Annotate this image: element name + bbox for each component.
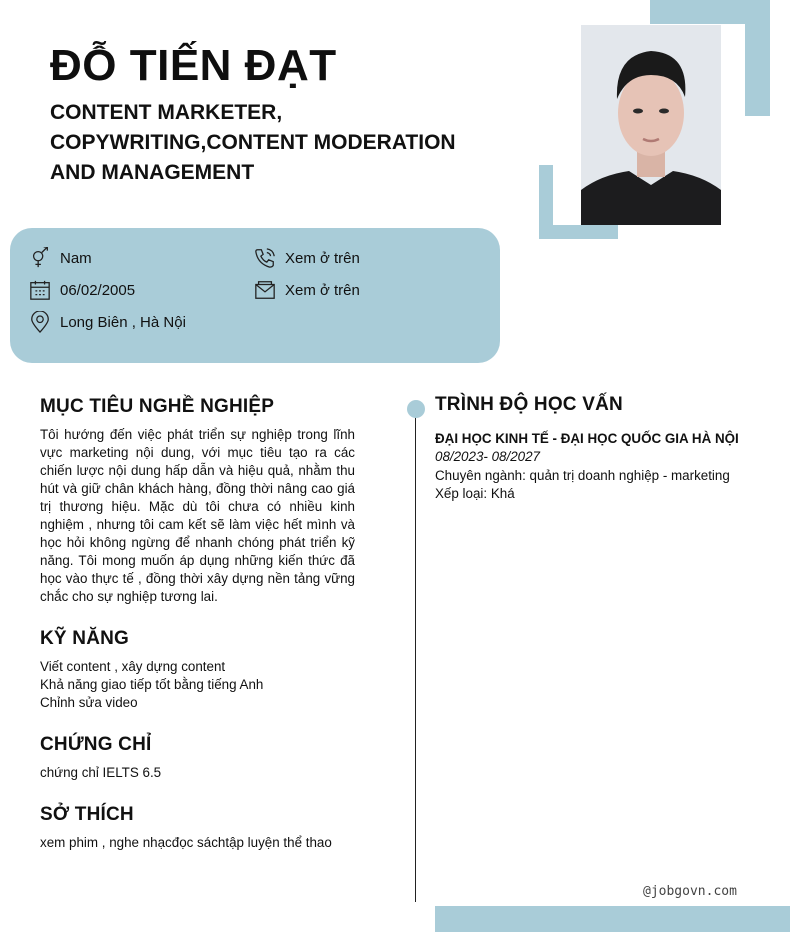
gender-value: Nam [60, 249, 92, 267]
certificate-item: chứng chỉ IELTS 6.5 [40, 765, 162, 780]
skill-item: Viết content , xây dựng content [40, 659, 226, 674]
timeline-line [415, 410, 416, 902]
photo-frame-right [745, 0, 770, 116]
skills-title: KỸ NĂNG [40, 628, 130, 649]
skill-item: Khả năng giao tiếp tốt bằng tiếng Anh [40, 677, 264, 692]
phone-icon [254, 247, 276, 269]
contact-email [254, 279, 360, 301]
location-pin-icon [29, 311, 51, 333]
skills-list [40, 658, 380, 712]
contact-gender [29, 247, 92, 269]
job-title: CONTENT MARKETER, COPYWRITING,CONTENT MODERATION AND MANAGEMENT [50, 101, 456, 184]
candidate-name: ĐỖ TIẾN ĐẠT [50, 41, 337, 90]
timeline-dot [407, 400, 425, 418]
hobbies-title: SỞ THÍCH [40, 804, 134, 825]
phone-value: Xem ở trên [285, 249, 360, 267]
education-major: Chuyên ngành: quản trị doanh nghiệp - marketing [435, 468, 730, 483]
skill-item: Chỉnh sửa video [40, 695, 138, 710]
contact-phone [254, 247, 360, 269]
objective-text: Tôi hướng đến việc phát triển sự nghiệp trong lĩnh vực marketing nội dung, với mục tiêu tạo ra các chiến lược nội dung hấp dẫn và hiệu quả, nhằm thu hút và giữ chân khách hàng, đồng thời nâng cao giá trị thương hiệu. Mặc dù tôi chưa có nhiều kinh nghiệm , nhưng tôi cam kết sẽ làm việc hết mình và học hỏi không ngừng để nhanh chóng phát triển kỹ năng. Tôi mong muốn áp dụng những kiến thức đã học vào thực tế , đồng thời xây dựng nền tảng vững chắc cho sự nghiệp tương lai. [40, 427, 355, 604]
education-period: 08/2023- 08/2027 [435, 449, 540, 464]
mail-icon [254, 279, 276, 301]
certificates-title: CHỨNG CHỈ [40, 734, 152, 755]
footer-bar [435, 906, 790, 932]
hobbies-text: xem phim , nghe nhạcđọc sáchtập luyện thể thao [40, 835, 332, 850]
gender-icon [29, 247, 51, 269]
profile-photo [581, 25, 721, 225]
education-grade: Xếp loại: Khá [435, 486, 515, 501]
contact-info-box [10, 228, 500, 363]
education-school: ĐẠI HỌC KINH TẾ - ĐẠI HỌC QUỐC GIA HÀ NỘI [435, 431, 739, 446]
birthday-value: 06/02/2005 [60, 281, 136, 299]
email-value: Xem ở trên [285, 281, 360, 299]
calendar-icon [29, 279, 51, 301]
contact-address [29, 311, 186, 333]
objective-title: MỤC TIÊU NGHỀ NGHIỆP [40, 396, 275, 417]
watermark: @jobgovn.com [643, 884, 737, 899]
contact-birthday [29, 279, 135, 301]
address-value: Long Biên , Hà Nội [60, 313, 186, 331]
photo-frame-bottom [539, 225, 618, 239]
education-title: TRÌNH ĐỘ HỌC VẤN [435, 394, 623, 415]
